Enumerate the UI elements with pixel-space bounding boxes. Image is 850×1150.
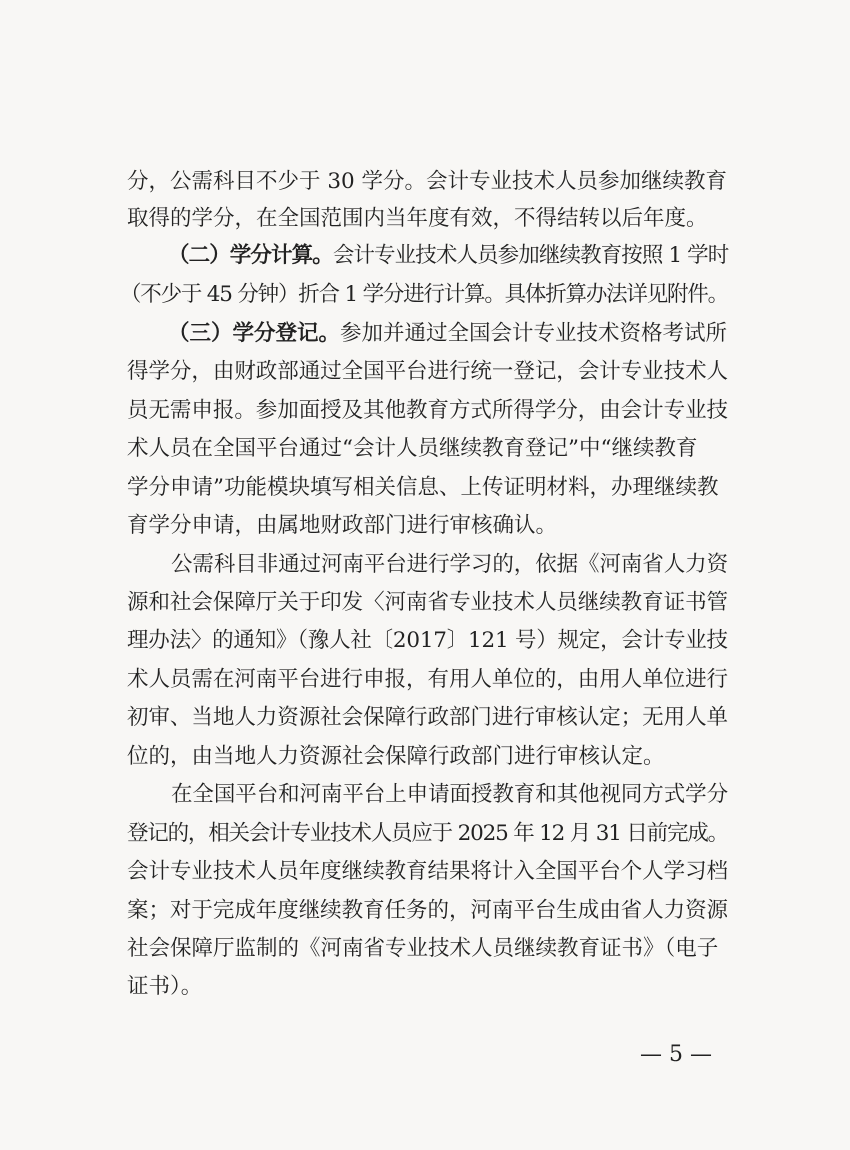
section-heading: （二）学分计算。 bbox=[168, 243, 333, 268]
text-line: 证书）。 bbox=[127, 974, 203, 999]
page-number: — 5 — bbox=[640, 1042, 712, 1067]
text-span: 会计专业技术人员参加继续教育按照 1 学时 bbox=[332, 243, 729, 268]
text-line: 源和社会保障厅关于印发〈河南省专业技术人员继续教育证书管 bbox=[127, 590, 729, 615]
text-line: 学分申请”功能模块填写相关信息、上传证明材料，办理继续教 bbox=[127, 475, 719, 500]
text-line: 取得的学分，在全国范围内当年度有效，不得结转以后年度。 bbox=[127, 206, 708, 231]
text-line: 术人员在全国平台通过“会计人员继续教育登记”中“继续教育 bbox=[127, 436, 698, 461]
text-line: 社会保障厅监制的《河南省专业技术人员继续教育证书》（电子 bbox=[127, 936, 719, 961]
text-line: 理办法〉的通知》（豫人社〔2017〕121 号）规定，会计专业技 bbox=[127, 628, 728, 653]
text-line: 初审、当地人力资源社会保障行政部门进行审核认定；无用人单 bbox=[127, 705, 729, 730]
text-line: 登记的，相关会计专业技术人员应于 2025 年 12 月 31 日前完成。 bbox=[127, 821, 728, 846]
text-span: 参加并通过全国会计专业技术资格考试所 bbox=[340, 321, 728, 346]
text-line: （不少于 45 分钟）折合 1 学分进行计算。具体折算办法详见附件。 bbox=[120, 282, 728, 307]
text-line: 会计专业技术人员年度继续教育结果将计入全国平台个人学习档 bbox=[127, 859, 729, 884]
text-line: 术人员需在河南平台进行申报，有用人单位的，由用人单位进行 bbox=[127, 667, 729, 692]
text-line: 得学分，由财政部通过全国平台进行统一登记，会计专业技术人 bbox=[127, 359, 729, 384]
text-line: 员无需申报。参加面授及其他教育方式所得学分，由会计专业技 bbox=[127, 398, 729, 423]
text-line: 位的，由当地人力资源社会保障行政部门进行审核认定。 bbox=[127, 744, 665, 769]
text-line: 公需科目非通过河南平台进行学习的，依据《河南省人力资 bbox=[171, 552, 729, 577]
section-heading: （三）学分登记。 bbox=[168, 321, 341, 346]
text-line: 育学分申请，由属地财政部门进行审核确认。 bbox=[127, 513, 558, 538]
text-line: 在全国平台和河南平台上申请面授教育和其他视同方式学分 bbox=[171, 782, 729, 807]
text-line bbox=[168, 314, 727, 354]
text-line bbox=[168, 236, 728, 276]
text-line: 分，公需科目不少于 30 学分。会计专业技术人员参加继续教育 bbox=[127, 169, 728, 194]
text-line: 案；对于完成年度继续教育任务的，河南平台生成由省人力资源 bbox=[127, 898, 729, 923]
